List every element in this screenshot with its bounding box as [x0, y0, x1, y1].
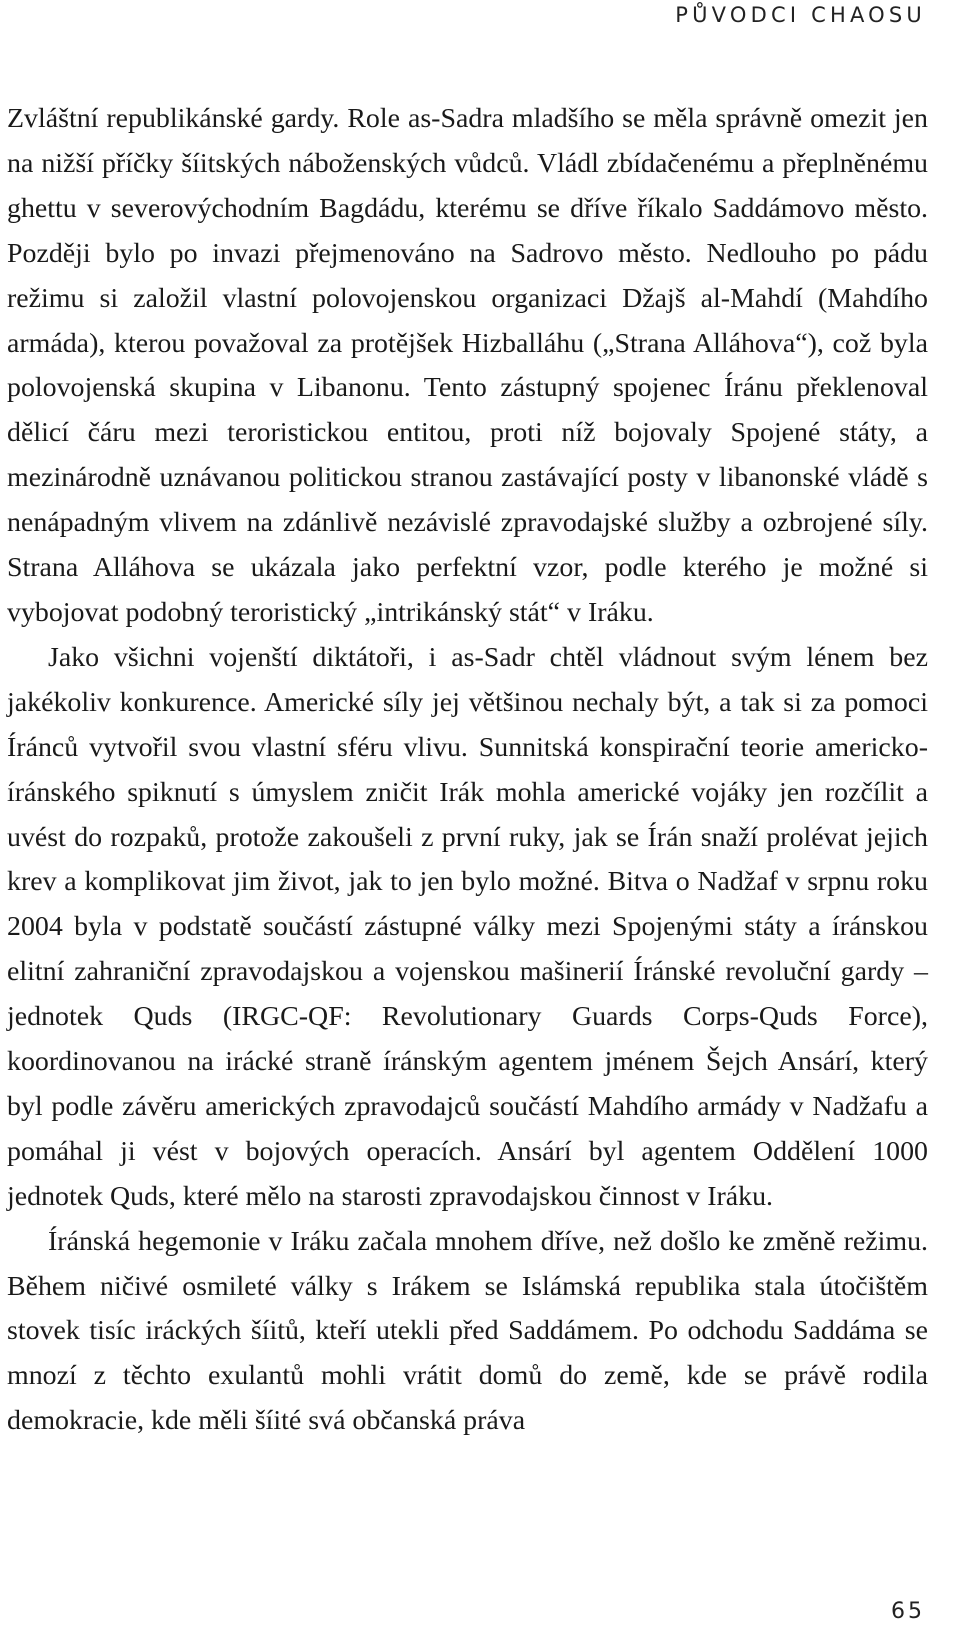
page-number: 65	[891, 1599, 925, 1624]
running-title: PŮVODCI CHAOSU	[675, 3, 926, 27]
paragraph: Íránská hegemonie v Iráku začala mnohem dříve, než došlo ke změně režimu. Během ničivé osmileté války s Irákem se Islámská republika stala útočištěm stovek tisíc iráckých šíitů, kteří utekli před Saddámem. Po odchodu Saddáma se mnozí z těchto exulantů mohli vrátit domů do země, kde se právě rodila demokracie, kde měli šíité svá občanská práva	[7, 1225, 928, 1437]
page-body	[7, 97, 928, 1444]
paragraph: Jako všichni vojenští diktátoři, i as-Sadr chtěl vládnout svým lénem bez jakékoliv konkurence. Americké síly jej většinou nechaly být, a tak si za pomoci Íránců vytvořil svou vlastní sféru vlivu. Sunnitská konspirační teorie americko-íránského spiknutí s úmyslem zničit Irák mohla americké vojáky jen rozčílit a uvést do rozpaků, protože zakoušeli z první ruky, jak se Írán snaží prolévat jejich krev a komplikovat jim život, jak to jen bylo možné. Bitva o Nadžaf v srpnu roku 2004 byla v podstatě součástí zástupné války mezi Spojenými státy a íránskou elitní zahraniční zpravodajskou a vojenskou mašinerií Íránské revoluční gardy – jednotek Quds (IRGC-QF: Revolutionary Guards Corps-Quds Force), koordinovanou na irácké straně íránským agentem jménem Šejch Ansárí, který byl podle závěru amerických zpravodajců součástí Mahdího armády v Nadžafu a pomáhal ji vést v bojových operacích. Ansárí byl agentem Oddělení 1000 jednotek Quds, které mělo na starosti zpravodajskou činnost v Iráku.	[7, 641, 928, 1212]
paragraph: Zvláštní republikánské gardy. Role as-Sadra mladšího se měla správně omezit jen na nižší příčky šíitských náboženských vůdců. Vládl zbídačenému a přeplněnému ghettu v severovýchodním Bagdádu, kterému se dříve říkalo Saddámovo město. Později bylo po invazi přejmenováno na Sadrovo město. Nedlouho po pádu režimu si založil vlastní polovojenskou organizaci Džajš al-Mahdí (Mahdího armáda), kterou považoval za protějšek Hizballáhu („Strana Alláhova“), což byla polovojenská skupina v Libanonu. Tento zástupný spojenec Íránu překlenoval dělicí čáru mezi teroristickou entitou, proti níž bojovaly Spojené státy, a mezinárodně uznávanou politickou stranou zastávající posty v libanonské vládě s nenápadným vlivem na zdánlivě nezávislé zpravodajské služby a ozbrojené síly. Strana Alláhova se ukázala jako perfektní vzor, podle kterého je možné si vybojovat podobný teroristický „intrikánský stát“ v Iráku.	[7, 103, 928, 628]
